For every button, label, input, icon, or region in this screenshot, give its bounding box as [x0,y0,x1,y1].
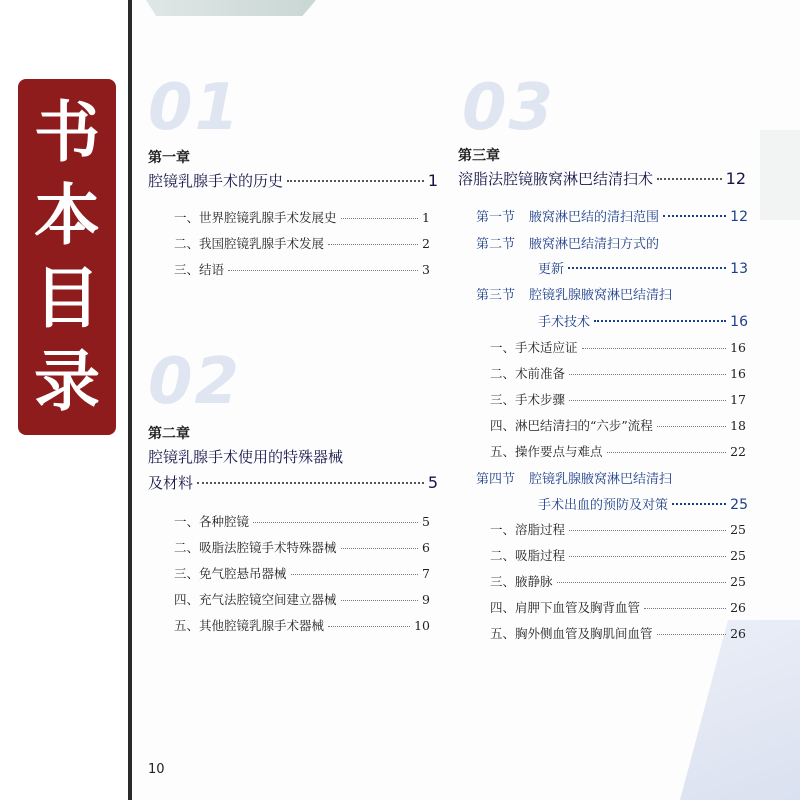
leader-dots [341,600,419,601]
leader-dots [582,348,727,349]
toc-item[interactable] [174,538,430,556]
toc-page [132,0,800,800]
section-title: 腔镜乳腺腋窝淋巴结清扫 [529,288,673,303]
toc-item[interactable] [490,364,746,382]
chapter-title: 腔镜乳腺手术使用的特殊器械 [148,448,344,466]
page-number: 10 [148,762,165,777]
chapter-numeral: 01 [148,71,242,145]
section-title: 腔镜乳腺腋窝淋巴结清扫 [529,472,673,487]
page-ref: 17 [730,392,746,407]
page-ref: 18 [730,418,746,433]
item-title: 五、操作要点与难点 [490,444,603,459]
toc-item[interactable] [174,208,430,226]
page-ref: 16 [730,314,748,330]
toc-item[interactable] [490,416,746,434]
toc-section-entry[interactable] [476,206,748,225]
page-ref: 13 [730,261,748,277]
page-ref: 5 [422,514,430,529]
page-ref: 1 [427,171,438,190]
item-title: 四、淋巴结清扫的“六步”流程 [490,418,653,433]
page-ref: 26 [730,600,746,615]
leader-dots [672,503,726,505]
item-title: 三、结语 [174,262,225,277]
item-title: 二、吸脂过程 [490,548,566,563]
toc-chapter-entry[interactable] [148,472,438,493]
toc-item[interactable] [490,442,746,460]
page-ref: 5 [427,473,438,492]
toc-chapter-entry[interactable] [148,170,438,191]
toc-item[interactable] [174,512,430,530]
leader-dots [253,522,418,523]
toc-item[interactable] [490,338,746,356]
page-ref: 25 [730,497,748,513]
section-title-cont: 手术出血的预防及对策 [538,498,669,513]
item-title: 一、世界腔镜乳腺手术发展史 [174,210,337,225]
toc-item[interactable] [174,590,430,608]
toc-section-entry[interactable] [538,494,748,513]
section-title: 腋窝淋巴结的清扫范围 [529,210,660,225]
item-title: 三、腋静脉 [490,574,553,589]
chapter-title: 腔镜乳腺手术的历史 [148,172,284,190]
leader-dots [569,374,726,375]
page-ref: 25 [730,522,746,537]
page-ref: 6 [422,540,430,555]
leader-dots [328,244,418,245]
item-title: 一、各种腔镜 [174,514,250,529]
book-contents-banner [18,79,116,435]
item-title: 二、术前准备 [490,366,566,381]
item-title: 二、吸脂法腔镜手术特殊器械 [174,540,337,555]
page-ref: 16 [730,340,746,355]
banner-char: 录 [34,342,100,420]
toc-section-entry[interactable] [538,311,748,330]
toc-section-entry[interactable] [538,258,748,277]
banner-char: 本 [34,176,100,254]
item-title: 四、肩胛下血管及胸背血管 [490,600,641,615]
leader-dots [328,626,410,627]
page-ref: 12 [725,169,746,188]
leader-dots [594,320,726,322]
item-title: 五、胸外侧血管及胸肌间血管 [490,626,653,641]
leader-dots [557,582,727,583]
leader-dots [568,267,726,269]
toc-section-heading[interactable] [476,233,659,252]
toc-item[interactable] [490,520,746,538]
toc-item[interactable] [490,546,746,564]
page-ref: 25 [730,574,746,589]
leader-dots [341,218,419,219]
leader-dots [287,180,424,182]
banner-char: 目 [34,259,100,337]
item-title: 二、我国腔镜乳腺手术发展 [174,236,325,251]
leader-dots [663,215,726,217]
chapter-numeral: 03 [462,71,556,145]
leader-dots [657,426,726,427]
banner-char: 书 [34,93,100,171]
page-ref: 2 [422,236,430,251]
toc-item[interactable] [174,234,430,252]
leader-dots [569,400,726,401]
leader-dots [569,556,726,557]
leader-dots [644,608,726,609]
page-ref: 16 [730,366,746,381]
toc-item[interactable] [490,390,746,408]
page-ref: 9 [422,592,430,607]
leader-dots [197,482,424,484]
item-title: 一、手术适应证 [490,340,578,355]
item-title: 一、溶脂过程 [490,522,566,537]
section-number: 第二节 [476,237,516,252]
section-number: 第三节 [476,288,516,303]
decorative-band [146,0,316,16]
chapter-label: 第二章 [148,426,190,442]
page-ref: 26 [730,626,746,641]
leader-dots [607,452,727,453]
page-ref: 25 [730,548,746,563]
chapter-label: 第一章 [148,150,190,166]
page-ref: 22 [730,444,746,459]
page-ref: 3 [422,262,430,277]
section-number: 第四节 [476,472,516,487]
section-title: 腋窝淋巴结清扫方式的 [529,237,660,252]
toc-section-heading[interactable] [476,284,672,303]
item-title: 三、手术步骤 [490,392,566,407]
toc-item[interactable] [174,616,430,634]
leader-dots [657,178,722,180]
toc-item[interactable] [490,624,746,642]
chapter-title: 溶脂法腔镜腋窝淋巴结清扫术 [458,170,654,188]
toc-chapter-entry[interactable] [458,168,746,189]
page-ref: 12 [730,209,748,225]
leader-dots [291,574,419,575]
leader-dots [657,634,727,635]
toc-item[interactable] [174,260,430,278]
leader-dots [228,270,418,271]
toc-item[interactable] [490,598,746,616]
chapter-label: 第三章 [458,148,500,164]
chapter-numeral: 02 [148,345,242,419]
decorative-shape [760,130,800,220]
page-ref: 10 [414,618,430,633]
section-number: 第一节 [476,210,516,225]
decorative-shape [680,620,800,800]
item-title: 三、免气腔悬吊器械 [174,566,287,581]
item-title: 五、其他腔镜乳腺手术器械 [174,618,325,633]
toc-item[interactable] [174,564,430,582]
chapter-title-cont: 及材料 [148,474,194,492]
page-ref: 7 [422,566,430,581]
item-title: 四、充气法腔镜空间建立器械 [174,592,337,607]
page-ref: 1 [422,210,430,225]
leader-dots [341,548,419,549]
toc-section-heading[interactable] [476,468,672,487]
section-title-cont: 手术技术 [538,315,591,330]
leader-dots [569,530,726,531]
toc-item[interactable] [490,572,746,590]
section-title-cont: 更新 [538,262,565,277]
